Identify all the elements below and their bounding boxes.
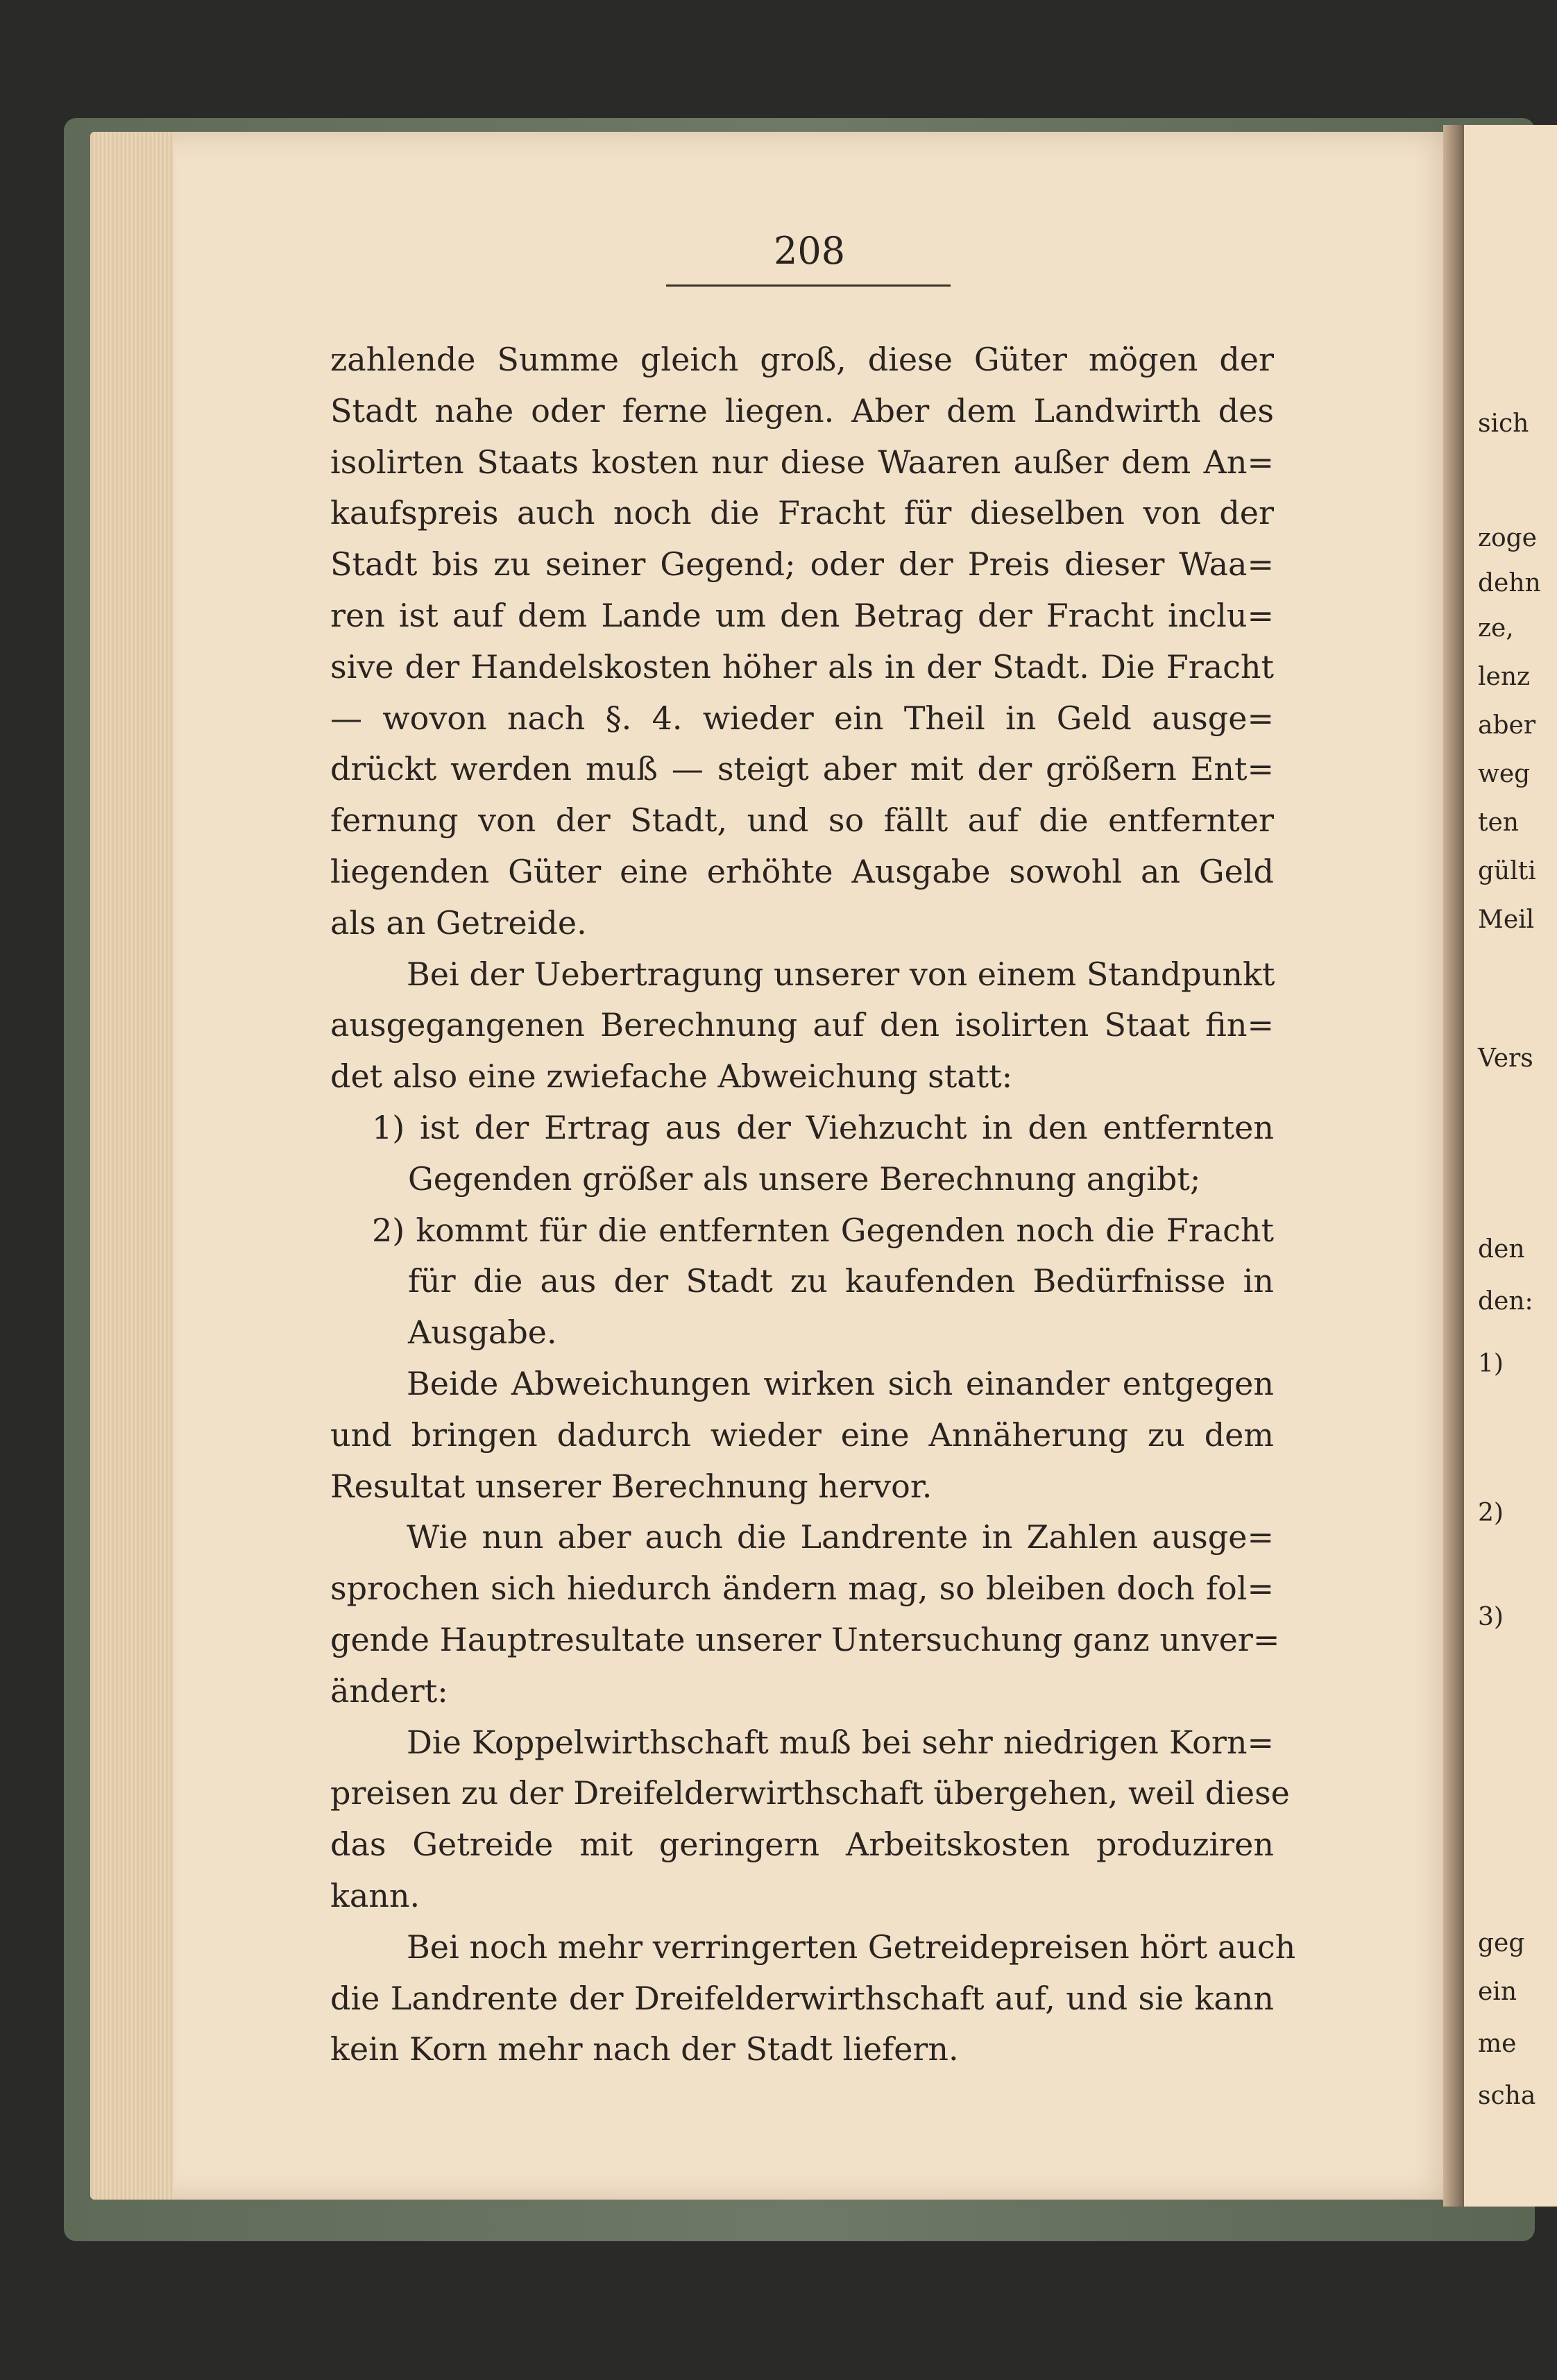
text-line: det also eine zwiefache Abweichung statt:	[330, 1057, 1013, 1096]
text-line: zahlende Summe gleich groß, diese Güter mögen der	[330, 341, 1274, 378]
text-line: Resultat unserer Berechnung hervor.	[330, 1467, 933, 1505]
text-line: liegenden Güter eine erhöhte Ausgabe sowohl an Geld	[330, 852, 1274, 890]
text-line: Beide Abweichungen wirken sich einander entgegen	[407, 1364, 1274, 1402]
list-item-line: Ausgabe.	[408, 1314, 557, 1352]
right-page-line: aber	[1478, 711, 1536, 740]
text-line: Wie nun aber auch die Landrente in Zahlen ausge=	[407, 1518, 1274, 1556]
text-line: Bei noch mehr verringerten Getreidepreisen hört auch	[407, 1928, 1296, 1966]
right-page-line: ein	[1478, 1978, 1517, 2006]
body-text	[330, 334, 1296, 2075]
text-line: isolirten Staats kosten nur diese Waaren außer dem An=	[330, 443, 1274, 481]
header-rule	[666, 284, 951, 287]
text-line: kein Korn mehr nach der Stadt liefern.	[330, 2030, 959, 2068]
text-line: preisen zu der Dreifelderwirthschaft übergehen, weil diese	[330, 1774, 1290, 1812]
right-page-line: gülti	[1478, 857, 1536, 885]
text-line: Die Koppelwirthschaft muß bei sehr niedrigen Korn=	[407, 1723, 1274, 1761]
text-line: als an Getreide.	[330, 903, 587, 942]
right-page-line: lenz	[1478, 663, 1530, 691]
text-line: die Landrente der Dreifelderwirthschaft auf, und sie kann	[330, 1979, 1274, 2017]
text-line: Stadt bis zu seiner Gegend; oder der Preis dieser Waa=	[330, 545, 1274, 584]
right-page-line: ten	[1478, 808, 1519, 837]
text-line: fernung von der Stadt, und so fällt auf die entfernter	[330, 801, 1274, 840]
text-line: gende Hauptresultate unserer Untersuchung ganz unver=	[330, 1620, 1280, 1658]
right-page-line: den:	[1478, 1287, 1533, 1316]
right-page-line: dehn	[1478, 569, 1541, 597]
right-page-fragment	[1464, 125, 1557, 2207]
list-item-line: 1) ist der Ertrag aus der Viehzucht in den entfernten	[372, 1108, 1274, 1146]
text-line: das Getreide mit geringern Arbeitskosten produziren	[330, 1826, 1274, 1864]
text-line: kaufspreis auch noch die Fracht für dieselben von der	[330, 494, 1274, 532]
right-page-line: ze,	[1478, 614, 1514, 643]
right-page-line: weg	[1478, 760, 1531, 788]
text-line: kann.	[330, 1876, 420, 1914]
right-page-line: den	[1478, 1235, 1525, 1264]
text-line: ändert:	[330, 1672, 448, 1710]
text-line: drückt werden muß — steigt aber mit der größern Ent=	[330, 750, 1274, 788]
text-line: sive der Handelskosten höher als in der Stadt. Die Fracht	[330, 647, 1274, 686]
page-number: 208	[774, 229, 846, 273]
page-edges	[90, 132, 180, 2200]
right-page-line: 2)	[1478, 1499, 1504, 1527]
text-line: sprochen sich hiedurch ändern mag, so bleiben doch fol=	[330, 1570, 1274, 1608]
right-page-line: Meil	[1478, 906, 1535, 934]
right-page-line: scha	[1478, 2082, 1536, 2110]
list-item-line: Gegenden größer als unsere Berechnung angibt;	[408, 1159, 1201, 1198]
right-page-line: 3)	[1478, 1603, 1504, 1631]
right-page-line: geg	[1478, 1929, 1525, 1957]
right-page-line: me	[1478, 2030, 1517, 2058]
text-line: Stadt nahe oder ferne liegen. Aber dem Landwirth des	[330, 391, 1274, 430]
list-item-line: für die aus der Stadt zu kaufenden Bedürfnisse in	[408, 1262, 1274, 1300]
text-line: ren ist auf dem Lande um den Betrag der Fracht inclu=	[330, 596, 1274, 634]
text-line: ausgegangenen Berechnung auf den isolirten Staat fin=	[330, 1006, 1274, 1044]
right-page-line: sich	[1478, 409, 1529, 438]
right-page-line: 1)	[1478, 1350, 1504, 1378]
text-line: — wovon nach §. 4. wieder ein Theil in Geld ausge=	[330, 699, 1274, 737]
text-line: und bringen dadurch wieder eine Annäherung zu dem	[330, 1416, 1274, 1454]
text-line: Bei der Uebertragung unserer von einem Standpunkt	[407, 955, 1275, 993]
right-page-line: Vers	[1478, 1044, 1533, 1073]
list-item-line: 2) kommt für die entfernten Gegenden noch die Fracht	[372, 1211, 1274, 1249]
right-page-line: zoge	[1478, 524, 1537, 552]
